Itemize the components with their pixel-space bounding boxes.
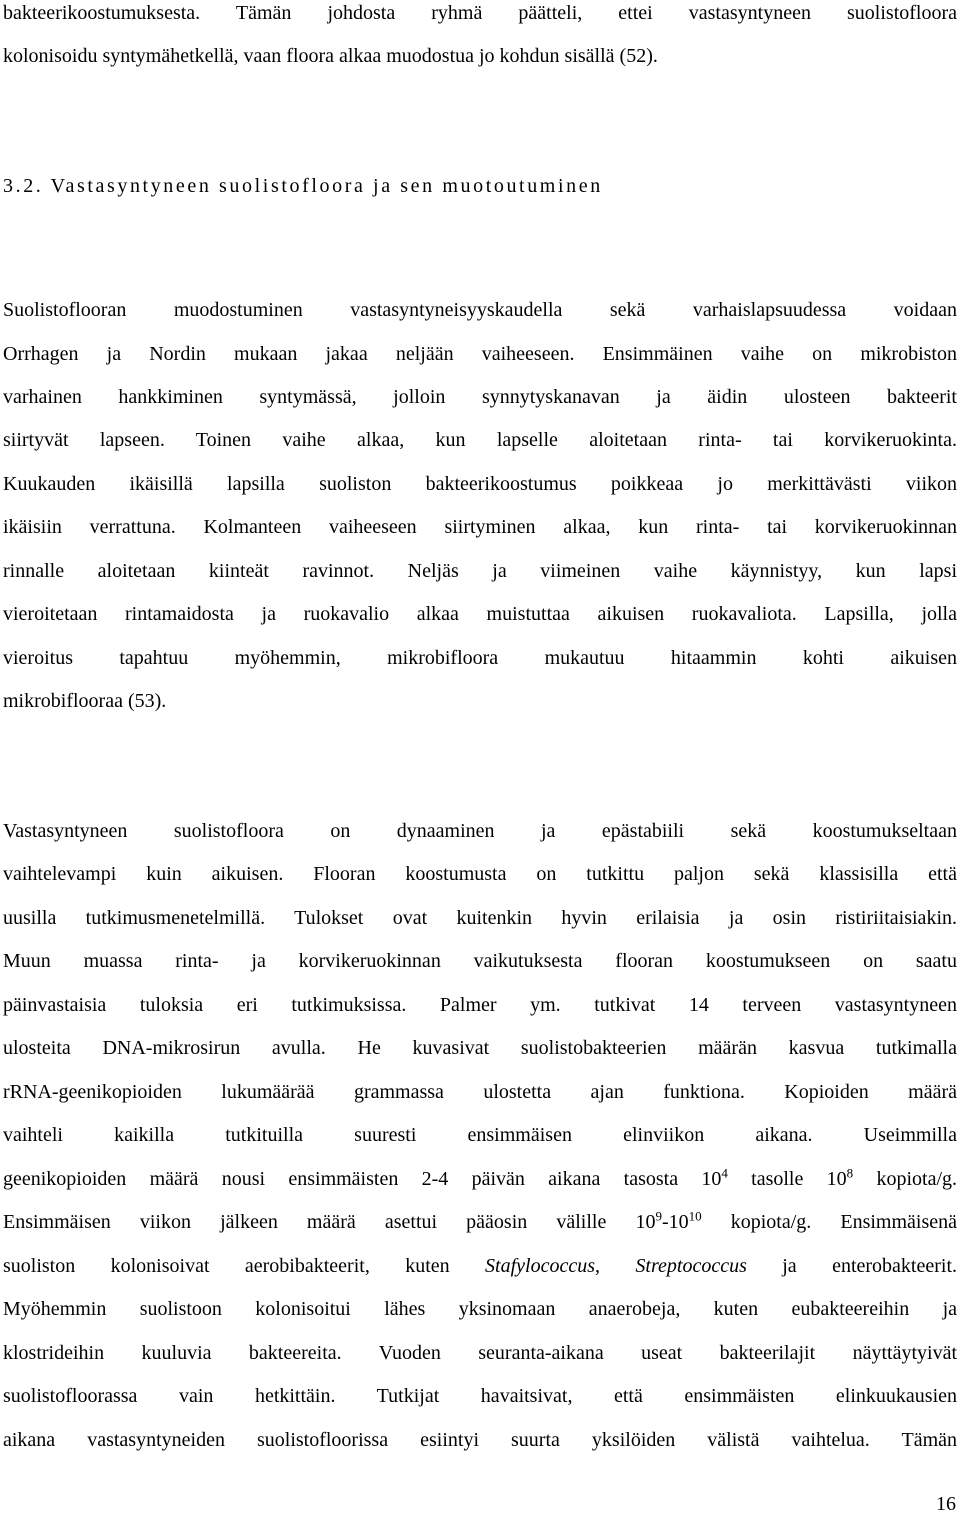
- body-text-line: bakteerikoostumuksesta. Tämän johdosta ryhmä päätteli, ettei vastasyntyneen suolistofloora: [3, 2, 957, 24]
- section-heading: 3.2. Vastasyntyneen suolistofloora ja sen muotoutuminen: [3, 175, 603, 197]
- body-text-line: Myöhemmin suolistoon kolonisoitui lähes yksinomaan anaerobeja, kuten eubakteereihin ja: [3, 1298, 957, 1320]
- text-run: ,: [595, 1255, 636, 1277]
- italic-term: Streptococcus: [635, 1255, 747, 1277]
- text-run: kopiota/g.: [853, 1168, 958, 1190]
- body-text-line: Muun muassa rinta- ja korvikeruokinnan vaikutuksesta flooran koostumukseen on saatu: [3, 950, 957, 972]
- body-text-line: Vastasyntyneen suolistofloora on dynaaminen ja epästabiili sekä koostumukseltaan: [3, 820, 957, 842]
- body-text-line: mikrobiflooraa (53).: [3, 690, 167, 712]
- body-text-line: kolonisoidu syntymähetkellä, vaan floora alkaa muodostua jo kohdun sisällä (52).: [3, 45, 658, 67]
- body-text-line: Kuukauden ikäisillä lapsilla suoliston bakteerikoostumus poikkeaa jo merkittävästi viikon: [3, 473, 957, 495]
- superscript: 9: [655, 1208, 662, 1224]
- text-run: tasolle 10: [727, 1168, 847, 1190]
- body-text-line: suolistofloorassa vain hetkittäin. Tutkijat havaitsivat, että ensimmäisten elinkuukausien: [3, 1385, 957, 1407]
- text-run: Ensimmäisen viikon jälkeen määrä asettui pääosin välille 10: [3, 1211, 656, 1233]
- body-text-line: päinvastaisia tuloksia eri tutkimuksissa. Palmer ym. tutkivat 14 terveen vastasyntyneen: [3, 994, 957, 1016]
- body-text-line: [3, 1254, 957, 1278]
- italic-term: Stafylococcus: [485, 1255, 596, 1277]
- body-text-line: [3, 1210, 957, 1234]
- body-text-line: uusilla tutkimusmenetelmillä. Tulokset ovat kuitenkin hyvin erilaisia ja osin ristiriitaisiakin.: [3, 907, 957, 929]
- superscript: 8: [846, 1165, 854, 1181]
- body-text-line: varhainen hankkiminen syntymässä, jolloin synnytyskanavan ja äidin ulosteen bakteerit: [3, 386, 957, 408]
- body-text-line: aikana vastasyntyneiden suolistofloorissa esiintyi suurta yksilöiden välistä vaihtelua. Tämän: [3, 1429, 957, 1451]
- body-text-line: ikäisiin verrattuna. Kolmanteen vaiheeseen siirtyminen alkaa, kun rinta- tai korvikeruokinnan: [3, 516, 957, 538]
- body-text-line: vieroitus tapahtuu myöhemmin, mikrobifloora mukautuu hitaammin kohti aikuisen: [3, 647, 957, 669]
- text-run: -10: [661, 1211, 689, 1233]
- page-number: 16: [936, 1493, 956, 1515]
- body-text-line: rRNA-geenikopioiden lukumäärää grammassa ulostetta ajan funktiona. Kopioiden määrä: [3, 1081, 957, 1103]
- body-text-line: rinnalle aloitetaan kiinteät ravinnot. Neljäs ja viimeinen vaihe käynnistyy, kun lapsi: [3, 560, 957, 582]
- text-run: suoliston kolonisoivat aerobibakteerit, kuten: [3, 1255, 486, 1277]
- superscript: 10: [688, 1208, 702, 1224]
- body-text-line: Orrhagen ja Nordin mukaan jakaa neljään vaiheeseen. Ensimmäinen vaihe on mikrobiston: [3, 343, 957, 365]
- body-text-line: ulosteita DNA-mikrosirun avulla. He kuvasivat suolistobakteerien määrän kasvua tutkimalla: [3, 1037, 957, 1059]
- text-run: geenikopioiden määrä nousi ensimmäisten 2-4 päivän aikana tasosta 10: [3, 1168, 722, 1190]
- body-text-line: Suolistoflooran muodostuminen vastasyntyneisyyskaudella sekä varhaislapsuudessa voidaan: [3, 299, 957, 321]
- text-run: ja enterobakteerit.: [746, 1255, 957, 1277]
- body-text-line: klostrideihin kuuluvia bakteereita. Vuoden seuranta-aikana useat bakteerilajit näyttäytyivät: [3, 1342, 957, 1364]
- body-text-line: vaihteli kaikilla tutkituilla suuresti ensimmäisen elinviikon aikana. Useimmilla: [3, 1124, 957, 1146]
- body-text-line: vieroitetaan rintamaidosta ja ruokavalio alkaa muistuttaa aikuisen ruokavaliota. Lapsilla, jolla: [3, 603, 957, 625]
- body-text-line: siirtyvät lapseen. Toinen vaihe alkaa, kun lapselle aloitetaan rinta- tai korvikeruokinta.: [3, 429, 957, 451]
- body-text-line: [3, 1167, 957, 1191]
- text-run: kopiota/g. Ensimmäisenä: [701, 1211, 958, 1233]
- body-text-line: vaihtelevampi kuin aikuisen. Flooran koostumusta on tutkittu paljon sekä klassisilla että: [3, 863, 957, 885]
- superscript: 4: [721, 1165, 728, 1181]
